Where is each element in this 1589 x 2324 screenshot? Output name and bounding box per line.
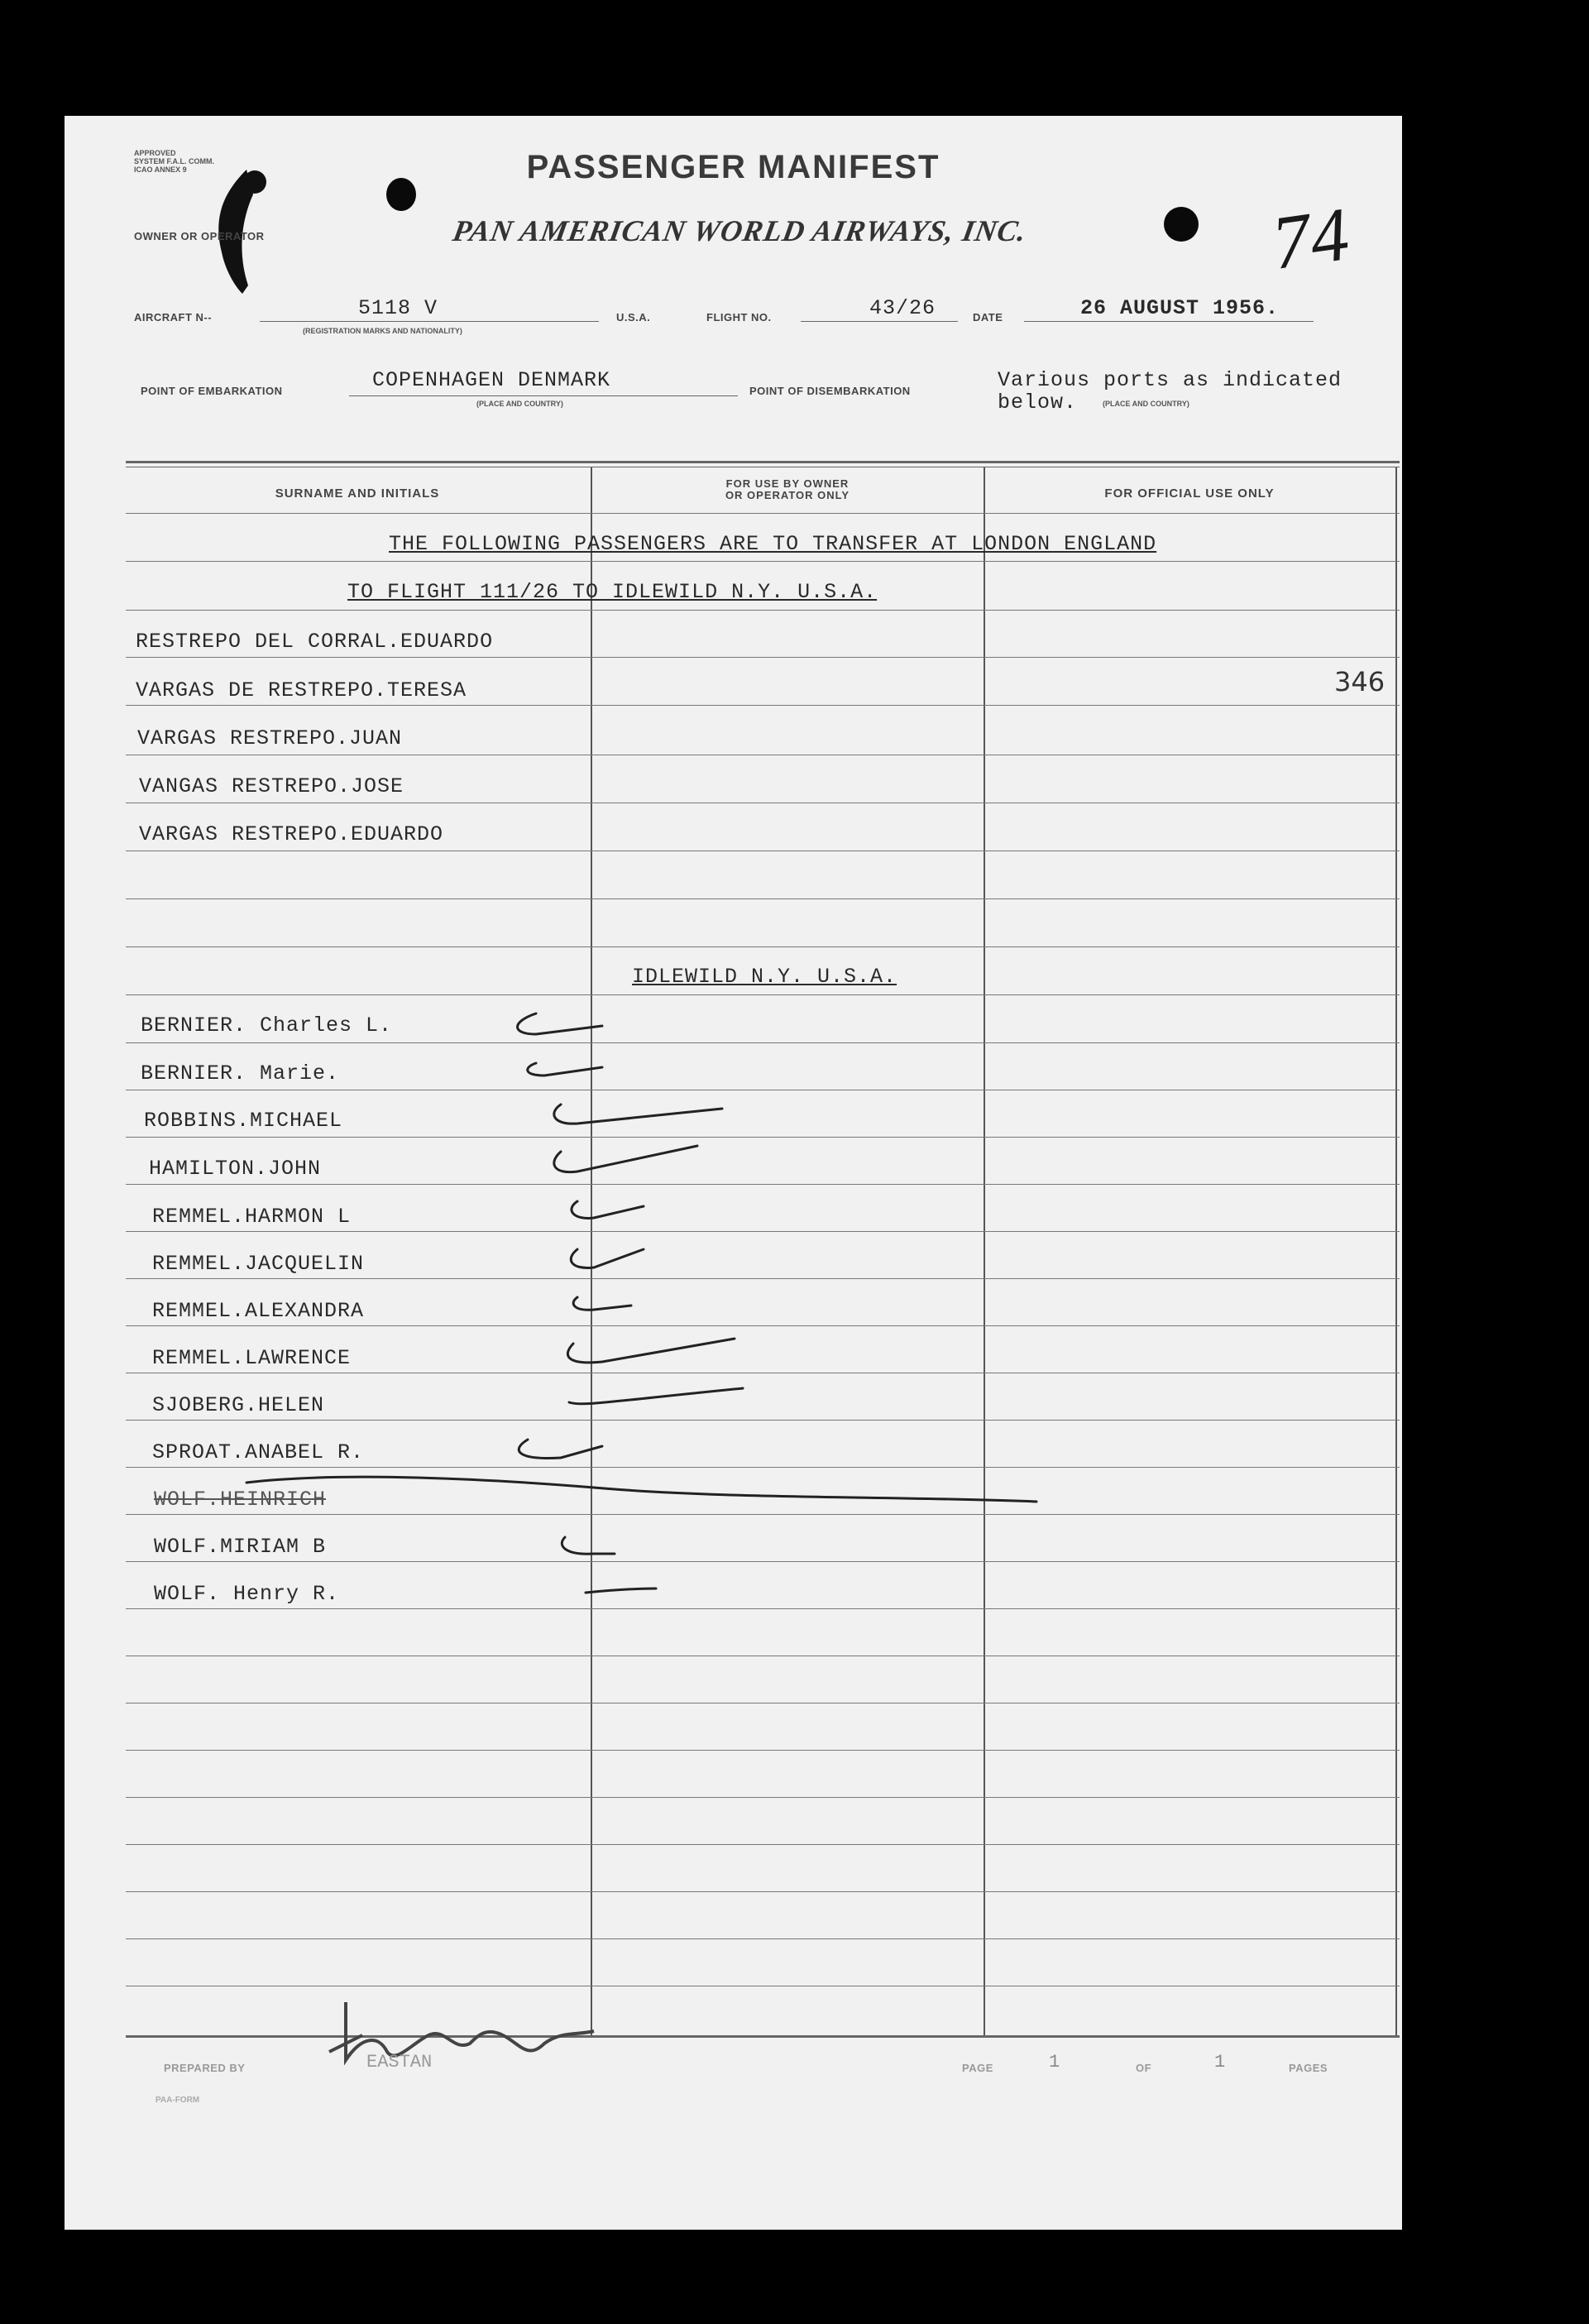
row-rule [126,1325,1400,1326]
disembarkation-sublabel: (PLACE AND COUNTRY) [1103,400,1189,408]
punch-hole [1164,207,1199,242]
check-mark [573,1297,631,1310]
date-underline [1024,321,1314,322]
embarkation-sublabel: (PLACE AND COUNTRY) [476,400,563,408]
aircraft-underline [260,321,599,322]
row-rule [126,1797,1400,1798]
row-rule [126,1891,1400,1892]
approved-stamp-line: APPROVED [134,149,176,157]
row-rule [126,1514,1400,1515]
check-mark [569,1388,743,1404]
flight-label: FLIGHT NO. [706,311,772,323]
manifest-sheet [65,116,1402,2230]
passenger-name: REMMEL.ALEXANDRA [152,1299,365,1323]
pages-label: PAGES [1289,2062,1328,2074]
passenger-name: REMMEL.LAWRENCE [152,1346,352,1370]
passenger-name: VANGAS RESTREPO.JOSE [139,774,404,798]
check-mark [567,1339,735,1363]
row-rule [126,1137,1400,1138]
passenger-name: VARGAS RESTREPO.EDUARDO [139,822,444,846]
page-label: PAGE [962,2062,993,2074]
column-header-surname: SURNAME AND INITIALS [275,486,440,501]
row-rule [126,1938,1400,1939]
embarkation-label: POINT OF EMBARKATION [141,385,283,397]
aircraft-label: AIRCRAFT N-- [134,311,213,323]
passenger-name: REMMEL.HARMON L [152,1205,352,1229]
column-divider [984,467,985,2035]
embarkation-underline [349,395,738,396]
row-rule [126,561,1400,562]
aircraft-value: 5118 V [358,296,438,320]
check-mark [554,1104,722,1124]
column-header-owner-use [592,478,983,501]
check-mark [518,1013,603,1034]
row-rule [126,1231,1400,1232]
prepared-by-value: EASTAN [366,2052,433,2072]
row-rule [126,1184,1400,1185]
check-mark [562,1537,615,1554]
table-top-rule [126,461,1400,463]
passenger-name: RESTREPO DEL CORRAL.EDUARDO [136,630,494,654]
transfer-note-line2: TO FLIGHT 111/26 TO IDLEWILD N.Y. U.S.A. [347,580,878,604]
aircraft-sublabel: (REGISTRATION MARKS AND NATIONALITY) [303,327,462,335]
date-label: DATE [973,311,1003,323]
check-mark [519,1440,602,1458]
row-rule [126,994,1400,995]
row-rule [126,898,1400,899]
prepared-by-signature [313,1986,610,2077]
check-mark [572,1201,644,1218]
idlewild-heading: IDLEWILD N.Y. U.S.A. [632,965,897,989]
owner-value: PAN AMERICAN WORLD AIRWAYS, INC. [450,214,1030,247]
passenger-name: BERNIER. Marie. [141,1061,340,1085]
approved-stamp-line: ICAO ANNEX 9 [134,165,187,174]
passenger-name: HAMILTON.JOHN [149,1157,322,1181]
passenger-name: SJOBERG.HELEN [152,1393,325,1417]
passenger-name: VARGAS DE RESTREPO.TERESA [136,678,467,702]
embarkation-value: COPENHAGEN DENMARK [372,368,611,392]
row-rule [126,1750,1400,1751]
disembarkation-value: Various ports as indicated [998,368,1343,392]
strike-line [246,1477,1036,1502]
column-header-line: OR OPERATOR ONLY [725,489,850,501]
row-rule [126,657,1400,658]
check-mark [586,1588,656,1593]
row-rule [126,1561,1400,1562]
prepared-by-label: PREPARED BY [164,2062,246,2074]
passenger-name: WOLF.MIRIAM B [154,1535,327,1559]
page-value: 1 [1049,2052,1060,2072]
column-header-line: FOR USE BY OWNER [725,477,850,490]
page-title: PASSENGER MANIFEST [526,149,940,185]
passenger-name: WOLF. Henry R. [154,1582,340,1606]
passenger-name: SPROAT.ANABEL R. [152,1440,365,1464]
flight-value: 43/26 [869,296,936,320]
of-label: OF [1136,2062,1152,2074]
flight-underline [801,321,958,322]
passenger-name: REMMEL.JACQUELIN [152,1252,365,1276]
disembarkation-value-line2: below. [998,391,1078,414]
date-value: 26 AUGUST 1956. [1080,296,1280,320]
right-edge [1395,467,1397,2035]
disembarkation-label: POINT OF DISEMBARKATION [749,385,911,397]
check-mark [571,1249,644,1267]
row-rule [126,705,1400,706]
owner-label: OWNER OR OPERATOR [134,230,265,242]
row-rule [126,513,1400,514]
row-rule [126,1278,1400,1279]
row-rule [126,1042,1400,1043]
row-rule [126,1844,1400,1845]
form-number: PAA-FORM [156,2096,200,2105]
passenger-name-struck: WOLF.HEINRICH [154,1488,327,1512]
handwritten-page-number: 74 [1266,191,1354,285]
row-rule [126,610,1400,611]
row-rule [126,946,1400,947]
passenger-name: ROBBINS.MICHAEL [144,1109,343,1133]
column-header-official: FOR OFFICIAL USE ONLY [1104,486,1275,501]
row-rule [126,1420,1400,1421]
official-number: 346 [1334,666,1386,697]
passenger-name: VARGAS RESTREPO.JUAN [137,726,403,750]
row-rule [126,1467,1400,1468]
column-divider [591,467,592,2035]
of-value: 1 [1214,2052,1226,2072]
approved-stamp-line: SYSTEM F.A.L. COMM. [134,157,215,165]
transfer-note-line1: THE FOLLOWING PASSENGERS ARE TO TRANSFER AT LONDON ENGLAND [389,532,1157,556]
check-mark [554,1146,697,1172]
passenger-name: BERNIER. Charles L. [141,1013,393,1037]
nationality-label: U.S.A. [616,311,651,323]
row-rule [126,1608,1400,1609]
